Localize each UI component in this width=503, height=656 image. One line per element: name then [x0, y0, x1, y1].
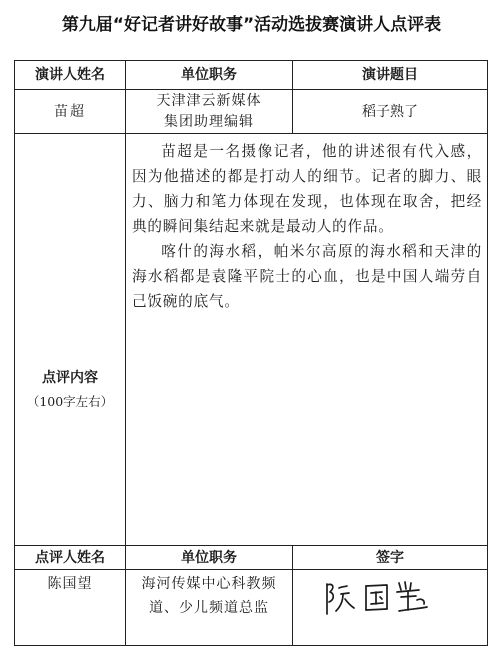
- comment-label-cell: [15, 134, 125, 545]
- comment-label: 点评内容: [42, 369, 98, 386]
- speaker-unit-header: 单位职务: [181, 67, 237, 83]
- speaker-name-header: 演讲人姓名: [35, 67, 105, 83]
- speaker-topic: 稻子熟了: [362, 103, 418, 120]
- comment-paragraph: 苗超是一名摄像记者，他的讲述很有代入感，因为他描述的都是打动人的细节。记者的脚力、眼力、脑力和笔力体现在发现，也体现在取舍，把经典的瞬间集结起来就是最动人的作品。: [132, 143, 482, 235]
- comment-text: [132, 139, 482, 314]
- handwritten-signature: [321, 574, 451, 618]
- signature-header: 签字: [376, 549, 404, 566]
- speaker-name: 苗超: [54, 103, 86, 120]
- reviewer-unit: [126, 570, 292, 622]
- column-divider: [125, 133, 126, 545]
- speaker-topic-header: 演讲题目: [362, 67, 418, 83]
- reviewer-unit-line: 道、少儿频道总监: [149, 600, 269, 616]
- comment-paragraph: 喀什的海水稻，帕米尔高原的海水稻和天津的海水稻都是袁隆平院士的心血，也是中国人端劳自己饭碗的底气。: [132, 243, 482, 310]
- reviewer-name: 陈国望: [47, 576, 93, 592]
- comment-sublabel: （100字左右）: [26, 393, 114, 409]
- reviewer-unit-header: 单位职务: [181, 549, 237, 566]
- review-form-table: [14, 60, 488, 646]
- page-title: 第九届“好记者讲好故事”活动选拔赛演讲人点评表: [61, 15, 442, 35]
- speaker-unit-line: 天津津云新媒体: [156, 92, 262, 109]
- speaker-unit: [126, 90, 292, 133]
- reviewer-name-header: 点评人姓名: [35, 549, 105, 566]
- speaker-unit-line: 集团助理编辑: [164, 113, 254, 130]
- reviewer-unit-line: 海河传媒中心科教频: [141, 576, 277, 592]
